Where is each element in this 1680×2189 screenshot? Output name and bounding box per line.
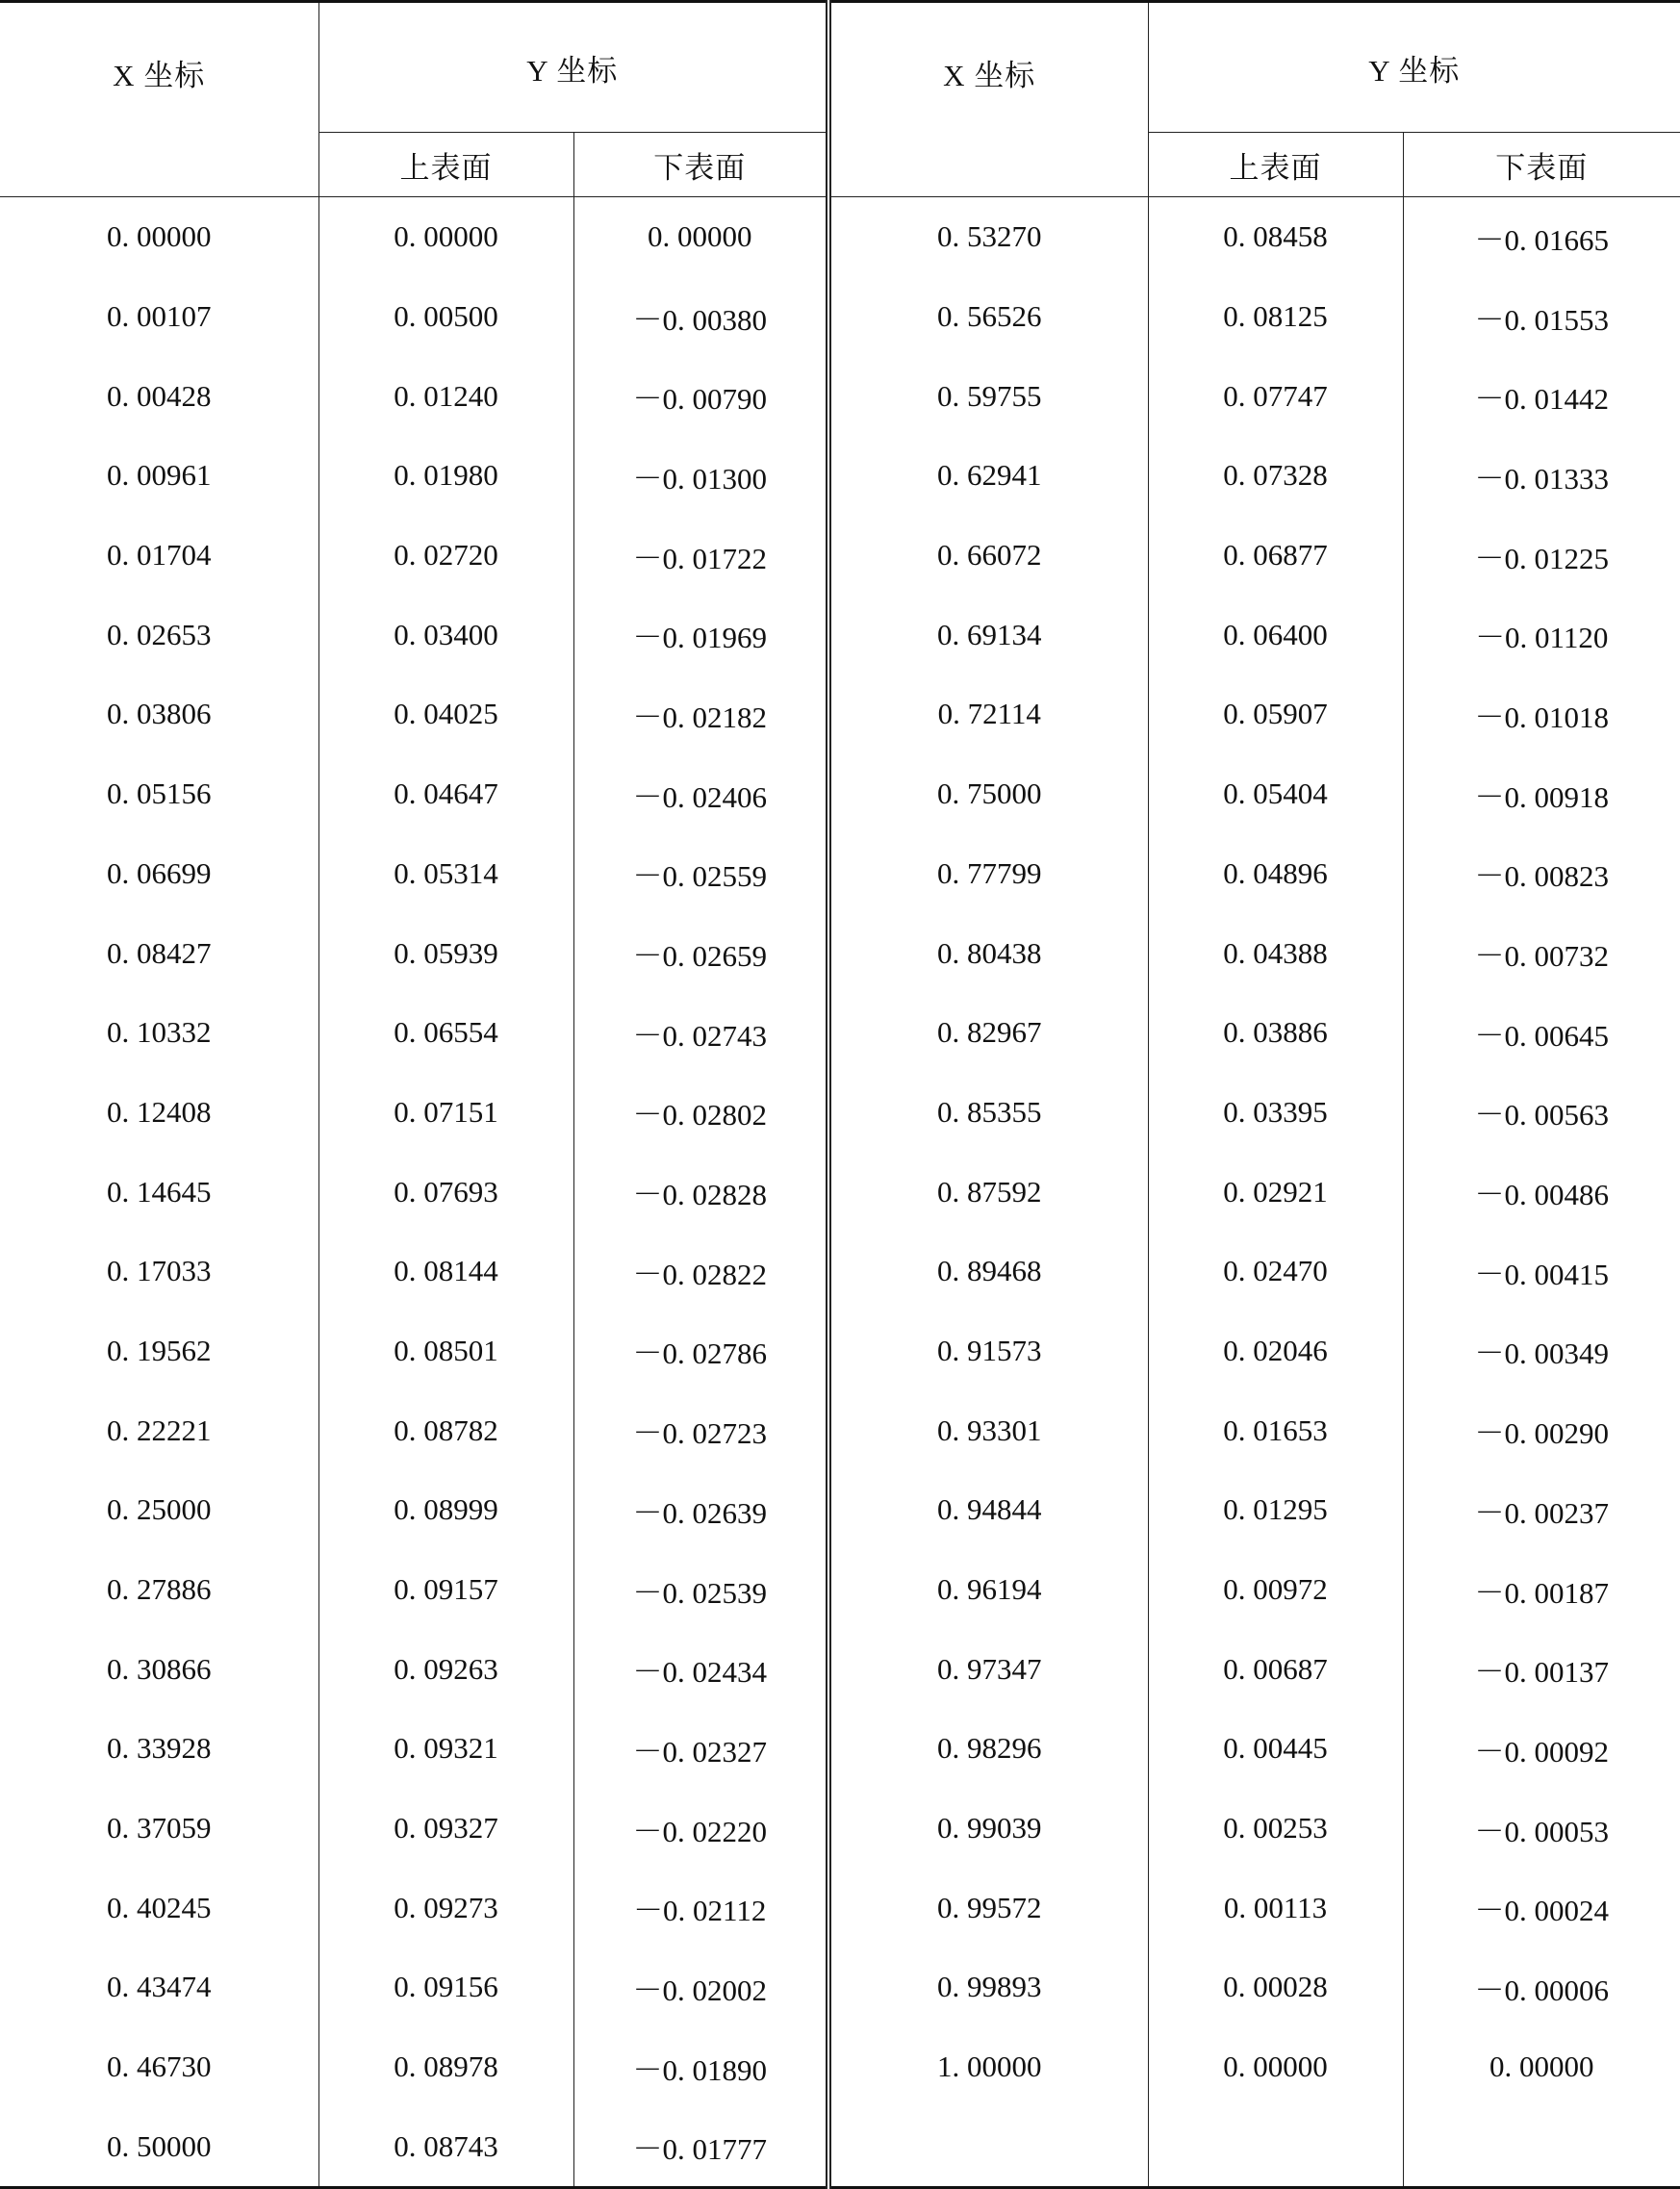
left-y-upper-cell: 0. 08782 bbox=[318, 1390, 573, 1470]
left-x-cell: 0. 25000 bbox=[107, 1492, 212, 1527]
left-y-lower-cell: －0. 00380 bbox=[573, 277, 828, 357]
left-x-header: X 坐标 bbox=[0, 2, 318, 197]
left-x-cell: 0. 50000 bbox=[0, 2107, 318, 2188]
right-y-upper-cell: 0. 00972 bbox=[1148, 1550, 1403, 1630]
right-y-lower-cell: －0. 00486 bbox=[1403, 1152, 1680, 1232]
right-x-cell: 0. 72114 bbox=[828, 675, 1148, 754]
table-row bbox=[0, 1947, 1680, 2027]
left-x-cell: 0. 22221 bbox=[107, 1413, 212, 1447]
right-y-upper-cell: 0. 04388 bbox=[1148, 913, 1403, 993]
right-x-cell: 0. 97347 bbox=[828, 1629, 1148, 1709]
right-y-upper-cell: 0. 00445 bbox=[1148, 1709, 1403, 1789]
right-y-lower-cell: －0. 00053 bbox=[1403, 1789, 1680, 1869]
right-x-header: X 坐标 bbox=[828, 2, 1148, 197]
left-x-cell: 0. 03806 bbox=[107, 697, 212, 731]
left-y-upper-cell: 0. 04647 bbox=[318, 754, 573, 834]
right-y-lower-cell: －0. 01442 bbox=[1403, 356, 1680, 436]
right-y-upper-cell: 0. 00028 bbox=[1148, 1947, 1403, 2027]
left-y-lower-cell: －0. 02182 bbox=[573, 675, 828, 754]
right-y-upper-cell: 0. 02046 bbox=[1148, 1311, 1403, 1391]
right-x-cell: 0. 96194 bbox=[828, 1550, 1148, 1630]
left-y-lower-cell: －0. 02434 bbox=[573, 1629, 828, 1709]
right-x-cell: 0. 69134 bbox=[828, 595, 1148, 675]
right-x-cell: 0. 66072 bbox=[828, 516, 1148, 596]
left-x-cell: 0. 27886 bbox=[107, 1572, 212, 1607]
right-y-lower-cell: －0. 00137 bbox=[1403, 1629, 1680, 1709]
right-y-lower-cell: －0. 01553 bbox=[1403, 277, 1680, 357]
left-y-lower-cell: －0. 02002 bbox=[573, 1947, 828, 2027]
table-row bbox=[0, 1789, 1680, 1869]
right-x-cell: 0. 62941 bbox=[828, 436, 1148, 516]
left-y-lower-cell: －0. 02802 bbox=[573, 1073, 828, 1153]
right-y-lower-cell: －0. 00092 bbox=[1403, 1709, 1680, 1789]
left-y-upper-cell: 0. 09263 bbox=[318, 1629, 573, 1709]
left-y-upper-cell: 0. 00000 bbox=[318, 197, 573, 277]
right-y-upper-cell: 0. 08458 bbox=[1148, 197, 1403, 277]
right-y-upper-cell: 0. 05907 bbox=[1148, 675, 1403, 754]
table-row bbox=[0, 1709, 1680, 1789]
left-y-upper-cell: 0. 00500 bbox=[318, 277, 573, 357]
right-y-upper-cell: 0. 01653 bbox=[1148, 1390, 1403, 1470]
right-y-lower-cell: －0. 01665 bbox=[1403, 197, 1680, 277]
left-x-cell: 0. 30866 bbox=[107, 1651, 212, 1686]
left-y-lower-cell: －0. 02327 bbox=[573, 1709, 828, 1789]
table-row bbox=[0, 675, 1680, 754]
left-y-lower-cell: －0. 00790 bbox=[573, 356, 828, 436]
left-y-upper-cell: 0. 09273 bbox=[318, 1868, 573, 1947]
right-x-cell: 0. 53270 bbox=[828, 197, 1148, 277]
right-y-lower-cell: －0. 00237 bbox=[1403, 1470, 1680, 1550]
right-y-lower-cell: －0. 00563 bbox=[1403, 1073, 1680, 1153]
table-row bbox=[0, 754, 1680, 834]
right-x-cell: 0. 87592 bbox=[828, 1152, 1148, 1232]
right-y-lower-cell: －0. 00290 bbox=[1403, 1390, 1680, 1470]
table-row bbox=[0, 1311, 1680, 1391]
right-y-lower-cell: －0. 00645 bbox=[1403, 993, 1680, 1073]
right-y-upper-cell: 0. 01295 bbox=[1148, 1470, 1403, 1550]
left-x-cell: 0. 00428 bbox=[107, 378, 212, 413]
right-x-cell: 0. 89468 bbox=[828, 1232, 1148, 1311]
left-y-upper-cell: 0. 09327 bbox=[318, 1789, 573, 1869]
right-x-cell: 0. 93301 bbox=[828, 1390, 1148, 1470]
right-y-lower-cell: －0. 01333 bbox=[1403, 436, 1680, 516]
left-y-upper-cell: 0. 08144 bbox=[318, 1232, 573, 1311]
left-y-upper-cell: 0. 05314 bbox=[318, 834, 573, 914]
table-row bbox=[0, 2027, 1680, 2107]
left-y-upper-cell: 0. 07151 bbox=[318, 1073, 573, 1153]
right-x-cell: 0. 56526 bbox=[828, 277, 1148, 357]
right-x-cell: 0. 80438 bbox=[828, 913, 1148, 993]
right-y-lower-cell: －0. 01018 bbox=[1403, 675, 1680, 754]
left-y-lower-cell: －0. 02639 bbox=[573, 1470, 828, 1550]
right-y-lower-cell: －0. 00187 bbox=[1403, 1550, 1680, 1630]
right-y-lower-cell: －0. 00732 bbox=[1403, 913, 1680, 993]
left-y-lower-cell: －0. 02743 bbox=[573, 993, 828, 1073]
left-y-lower-cell: －0. 02406 bbox=[573, 754, 828, 834]
left-y-upper-cell: 0. 09157 bbox=[318, 1550, 573, 1630]
left-y-lower-cell: －0. 01300 bbox=[573, 436, 828, 516]
left-y-lower-cell: 0. 00000 bbox=[573, 197, 828, 277]
left-y-upper-cell: 0. 08999 bbox=[318, 1470, 573, 1550]
left-y-upper-cell: 0. 08978 bbox=[318, 2027, 573, 2107]
table-header bbox=[0, 2, 1680, 197]
table-row bbox=[0, 1232, 1680, 1311]
right-y-upper-cell: 0. 07328 bbox=[1148, 436, 1403, 516]
right-y-upper-cell: 0. 00253 bbox=[1148, 1789, 1403, 1869]
table-row bbox=[0, 1073, 1680, 1153]
left-y-lower-cell: －0. 01777 bbox=[573, 2107, 828, 2188]
left-y-upper-cell: 0. 03400 bbox=[318, 595, 573, 675]
left-x-cell: 0. 10332 bbox=[107, 1015, 212, 1050]
left-upper-surface-header: 上表面 bbox=[318, 133, 573, 197]
right-y-upper-cell: 0. 08125 bbox=[1148, 277, 1403, 357]
right-x-cell: 0. 99893 bbox=[828, 1947, 1148, 2027]
table-row bbox=[0, 197, 1680, 277]
table-row bbox=[0, 834, 1680, 914]
right-x-cell: 0. 85355 bbox=[828, 1073, 1148, 1153]
left-lower-surface-header: 下表面 bbox=[573, 133, 828, 197]
right-x-cell: 0. 77799 bbox=[828, 834, 1148, 914]
table-row bbox=[0, 1390, 1680, 1470]
left-x-cell: 0. 37059 bbox=[107, 1811, 212, 1845]
left-y-lower-cell: －0. 02828 bbox=[573, 1152, 828, 1232]
left-x-cell: 0. 05156 bbox=[107, 776, 212, 811]
right-x-cell: 0. 99039 bbox=[828, 1789, 1148, 1869]
right-y-upper-cell: 0. 07747 bbox=[1148, 356, 1403, 436]
left-y-lower-cell: －0. 01969 bbox=[573, 595, 828, 675]
left-x-cell: 0. 43474 bbox=[107, 1970, 212, 2004]
right-y-upper-cell: 0. 06400 bbox=[1148, 595, 1403, 675]
left-x-cell: 0. 00107 bbox=[107, 299, 212, 334]
right-lower-surface-header: 下表面 bbox=[1403, 133, 1680, 197]
table-row bbox=[0, 913, 1680, 993]
right-x-cell: 0. 94844 bbox=[828, 1470, 1148, 1550]
right-y-upper-cell: 0. 00687 bbox=[1148, 1629, 1403, 1709]
left-x-cell: 0. 00961 bbox=[107, 458, 212, 493]
table-row bbox=[0, 1868, 1680, 1947]
right-x-cell: 0. 82967 bbox=[828, 993, 1148, 1073]
table-row bbox=[0, 436, 1680, 516]
left-y-upper-cell: 0. 08501 bbox=[318, 1311, 573, 1391]
right-x-cell: 0. 99572 bbox=[828, 1868, 1148, 1947]
right-y-lower-cell: －0. 00415 bbox=[1403, 1232, 1680, 1311]
left-x-cell: 0. 17033 bbox=[107, 1254, 212, 1288]
table-row bbox=[0, 993, 1680, 1073]
left-x-cell: 0. 19562 bbox=[107, 1333, 212, 1367]
left-y-lower-cell: －0. 02723 bbox=[573, 1390, 828, 1470]
left-y-upper-cell: 0. 09156 bbox=[318, 1947, 573, 2027]
left-y-upper-cell: 0. 01980 bbox=[318, 436, 573, 516]
left-y-upper-cell: 0. 09321 bbox=[318, 1709, 573, 1789]
left-x-cell: 0. 06699 bbox=[107, 855, 212, 890]
left-x-cell: 0. 12408 bbox=[107, 1094, 212, 1129]
left-y-upper-cell: 0. 02720 bbox=[318, 516, 573, 596]
header-row-main bbox=[0, 2, 1680, 133]
right-y-lower-cell: －0. 00006 bbox=[1403, 1947, 1680, 2027]
left-x-cell: 0. 08427 bbox=[107, 935, 212, 970]
right-y-lower-cell: －0. 00823 bbox=[1403, 834, 1680, 914]
table-row bbox=[0, 1550, 1680, 1630]
left-x-cell: 0. 00000 bbox=[107, 219, 212, 254]
table-row bbox=[0, 277, 1680, 357]
right-y-upper-cell: 0. 03395 bbox=[1148, 1073, 1403, 1153]
right-y-upper-cell: 0. 04896 bbox=[1148, 834, 1403, 914]
table-row bbox=[0, 516, 1680, 596]
left-y-lower-cell: －0. 02112 bbox=[573, 1868, 828, 1947]
left-x-cell: 0. 02653 bbox=[107, 617, 212, 651]
right-y-upper-cell bbox=[1148, 2107, 1403, 2188]
right-y-lower-cell: －0. 00024 bbox=[1403, 1868, 1680, 1947]
right-x-cell: 1. 00000 bbox=[828, 2027, 1148, 2107]
left-y-lower-cell: －0. 02559 bbox=[573, 834, 828, 914]
right-y-header: Y 坐标 bbox=[1148, 2, 1680, 133]
left-y-lower-cell: －0. 01890 bbox=[573, 2027, 828, 2107]
left-y-lower-cell: －0. 02539 bbox=[573, 1550, 828, 1630]
right-y-upper-cell: 0. 06877 bbox=[1148, 516, 1403, 596]
left-y-lower-cell: －0. 02786 bbox=[573, 1311, 828, 1391]
left-y-upper-cell: 0. 08743 bbox=[318, 2107, 573, 2188]
right-y-lower-cell: －0. 01120 bbox=[1403, 595, 1680, 675]
left-y-upper-cell: 0. 06554 bbox=[318, 993, 573, 1073]
left-x-cell: 0. 40245 bbox=[107, 1890, 212, 1924]
left-y-lower-cell: －0. 02822 bbox=[573, 1232, 828, 1311]
right-x-cell: 0. 75000 bbox=[828, 754, 1148, 834]
left-x-cell: 0. 01704 bbox=[107, 538, 212, 573]
left-y-lower-cell: －0. 01722 bbox=[573, 516, 828, 596]
right-y-lower-cell: －0. 00349 bbox=[1403, 1311, 1680, 1391]
table-row bbox=[0, 356, 1680, 436]
right-x-cell: 0. 59755 bbox=[828, 356, 1148, 436]
left-x-cell: 0. 46730 bbox=[107, 2049, 212, 2084]
left-y-upper-cell: 0. 05939 bbox=[318, 913, 573, 993]
left-y-lower-cell: －0. 02220 bbox=[573, 1789, 828, 1869]
right-y-upper-cell: 0. 00000 bbox=[1148, 2027, 1403, 2107]
right-x-cell: 0. 98296 bbox=[828, 1709, 1148, 1789]
table-row bbox=[0, 1152, 1680, 1232]
right-y-lower-cell: －0. 01225 bbox=[1403, 516, 1680, 596]
right-y-upper-cell: 0. 05404 bbox=[1148, 754, 1403, 834]
right-x-cell bbox=[828, 2107, 1148, 2188]
table-row bbox=[0, 1470, 1680, 1550]
left-y-upper-cell: 0. 07693 bbox=[318, 1152, 573, 1232]
right-y-upper-cell: 0. 00113 bbox=[1148, 1868, 1403, 1947]
right-y-lower-cell bbox=[1403, 2107, 1680, 2188]
left-y-lower-cell: －0. 02659 bbox=[573, 913, 828, 993]
right-y-upper-cell: 0. 02470 bbox=[1148, 1232, 1403, 1311]
right-x-cell: 0. 91573 bbox=[828, 1311, 1148, 1391]
right-y-lower-cell: －0. 00918 bbox=[1403, 754, 1680, 834]
left-y-upper-cell: 0. 01240 bbox=[318, 356, 573, 436]
right-y-upper-cell: 0. 02921 bbox=[1148, 1152, 1403, 1232]
table-row bbox=[0, 2107, 1680, 2188]
right-upper-surface-header: 上表面 bbox=[1148, 133, 1403, 197]
right-y-lower-cell: 0. 00000 bbox=[1403, 2027, 1680, 2107]
left-x-cell: 0. 33928 bbox=[107, 1731, 212, 1766]
table-row bbox=[0, 595, 1680, 675]
right-y-upper-cell: 0. 03886 bbox=[1148, 993, 1403, 1073]
table-body bbox=[0, 197, 1680, 2188]
table-row bbox=[0, 1629, 1680, 1709]
left-y-header: Y 坐标 bbox=[318, 2, 828, 133]
left-x-cell: 0. 14645 bbox=[107, 1174, 212, 1209]
left-y-upper-cell: 0. 04025 bbox=[318, 675, 573, 754]
